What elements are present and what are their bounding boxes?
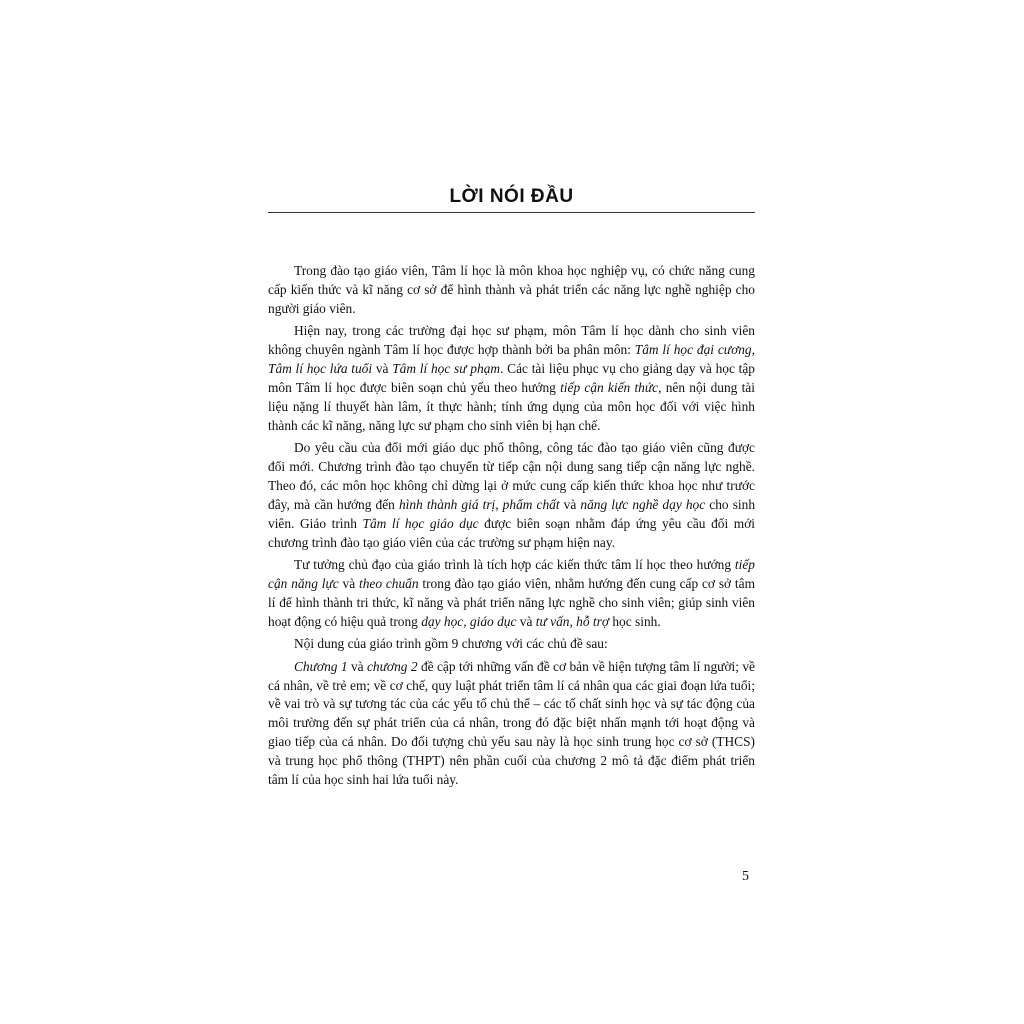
italic-text: năng lực nghề dạy học (580, 496, 706, 512)
text: học sinh. (608, 613, 661, 629)
text: Nội dung của giáo trình gồm 9 chương với các chủ đề sau: (294, 636, 608, 652)
italic-text: tư vấn, hỗ trợ (535, 613, 609, 629)
italic-text: tiếp cận kiến thức, (560, 379, 662, 395)
text: cho sinh viên. Giáo trình (268, 496, 756, 531)
paragraph-4 (268, 556, 755, 632)
italic-text: tiếp cận năng lực (268, 557, 755, 591)
text: Tư tưởng chủ đạo của giáo trình là tích hợp các kiến thức tâm lí học theo hướng (294, 557, 735, 573)
italic-text: theo chuẩn (358, 576, 419, 591)
paragraph-1 (268, 262, 755, 319)
italic-text: chương 2 (366, 658, 418, 674)
text: Do yêu cầu của đổi mới giáo dục phổ thông, công tác đào tạo giáo viên cũng được đổi mới. Chương trình đào tạo chuyển từ tiếp cận nội dung sang tiếp cận năng lực nghề. Theo đó, các môn học không chỉ dừng lại ở mức cung cấp kiến thức khoa học như trước đây, mà cần hướng đến (268, 440, 755, 512)
text: Hiện nay, trong các trường đại học sư phạm, môn Tâm lí học dành cho sinh viên không chuyên ngành Tâm lí học được hợp thành bởi ba phân môn: (268, 323, 755, 358)
italic-text: dạy học, giáo dục (421, 613, 517, 629)
text: trong đào tạo giáo viên, nhằm hướng đến cung cấp cơ sở tâm lí để hình thành tri thức, kĩ năng và phát triển năng lực nghề cho sinh viên; giúp sinh viên hoạt động có hiệu quả trong (268, 576, 755, 629)
text: và (338, 576, 359, 591)
paragraph-5 (268, 635, 755, 654)
page-title: LỜI NÓI ĐẦU (449, 186, 574, 207)
italic-text: Tâm lí học sư phạm (392, 361, 501, 377)
text: được biên soạn nhằm đáp ứng yêu cầu đổi mới chương trình đào tạo giáo viên của các trường sư phạm hiện nay. (268, 515, 756, 550)
text: đề cập tới những vấn đề cơ bản về hiện tượng tâm lí người; về cá nhân, về trẻ em; về cơ chế, quy luật phát triển tâm lí cá nhân qua các giai đoạn lứa tuổi; về vai trò và sự tương tác của các yếu tố chủ thể – các tố chất sinh học và sự tác động của môi trường đến sự phát triển của cá nhân, trong đó đặc biệt nhấn mạnh tới hoạt động và giao tiếp của cá nhân. Do đối tượng chủ yếu sau này là học sinh trung học cơ sở (THCS) và trung học phổ thông (THPT) nên phần cuối của chương 2 mô tả đặc điểm phát triển tâm lí của học sinh hai lứa tuổi này. (268, 658, 755, 788)
italic-text: Tâm lí học đại cương, Tâm lí học lứa tuổi (268, 342, 755, 377)
italic-text: Tâm lí học giáo dục (362, 515, 479, 531)
page-number: 5 (742, 869, 749, 884)
paragraph-6 (268, 658, 755, 790)
title-underline (268, 212, 755, 213)
text: và (347, 658, 367, 674)
paragraph-2 (268, 322, 755, 435)
text: nên nội dung tài liệu nặng lí thuyết hàn lâm, ít thực hành; tính ứng dụng của môn học đối với việc hình thành các kĩ năng, năng lực sư phạm cho sinh viên bị hạn chế. (268, 379, 755, 433)
text: . Các tài liệu phục vụ cho giảng dạy và học tập môn Tâm lí học được biên soạn chủ yếu theo hướng (268, 361, 756, 395)
text: và (372, 361, 393, 377)
italic-text: Chương 1 (294, 658, 348, 674)
text: và (559, 496, 581, 512)
text: và (516, 613, 536, 629)
italic-text: hình thành giá trị, phẩm chất (398, 496, 560, 512)
text: Trong đào tạo giáo viên, Tâm lí học là môn khoa học nghiệp vụ, có chức năng cung cấp kiến thức và kĩ năng cơ sở để hình thành và phát triển các năng lực nghề nghiệp cho người giáo viên. (268, 263, 755, 316)
page-body (268, 262, 755, 793)
paragraph-3 (268, 439, 755, 552)
